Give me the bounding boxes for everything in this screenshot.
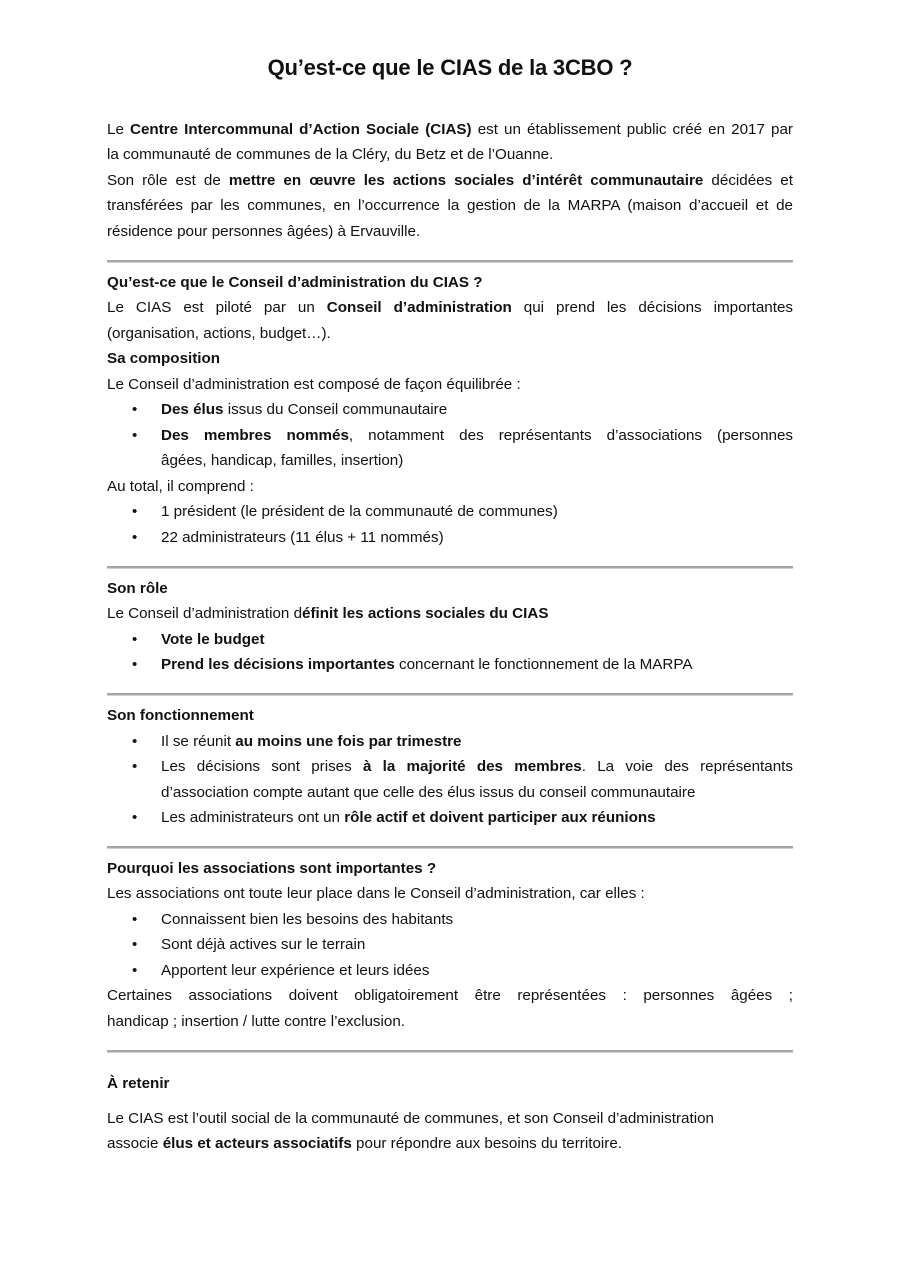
section-divider	[107, 846, 793, 849]
list-item: Apportent leur expérience et leurs idées	[161, 962, 430, 979]
list-item: Sont déjà actives sur le terrain	[161, 936, 366, 953]
intro-line-5: résidence pour personnes âgées) à Ervauville.	[107, 223, 421, 240]
role-intro: Le Conseil d’administration définit les actions sociales du CIAS	[107, 605, 549, 622]
conseil-para-line-2: (organisation, actions, budget…).	[107, 325, 331, 342]
section-divider	[107, 1050, 793, 1053]
section-heading-role: Son rôle	[107, 580, 168, 597]
list-item: Des membres nommés, notamment des représentants d’associations (personnes	[161, 427, 793, 444]
retenir-line-1: Le CIAS est l’outil social de la communauté de communes, et son Conseil d’administration	[107, 1110, 714, 1127]
list-item: Il se réunit au moins une fois par trimestre	[161, 733, 462, 750]
list-item: Des élus issus du Conseil communautaire	[161, 401, 448, 418]
associations-intro: Les associations ont toute leur place dans le Conseil d’administration, car elles :	[107, 885, 645, 902]
page-title: Qu’est-ce que le CIAS de la 3CBO ?	[267, 55, 633, 80]
bullet-icon: •	[132, 656, 138, 673]
associations-outro-line-2: handicap ; insertion / lutte contre l’exclusion.	[107, 1013, 406, 1030]
bullet-icon: •	[132, 911, 138, 928]
section-heading-retenir: À retenir	[107, 1075, 170, 1092]
list-item-continuation: d’association compte autant que celle des élus issus du conseil communautaire	[161, 784, 696, 801]
cias-name: Centre Intercommunal d’Action Sociale (CIAS)	[129, 121, 472, 138]
bullet-icon: •	[132, 503, 138, 520]
subheading-composition: Sa composition	[107, 350, 221, 367]
intro-line-2: la communauté de communes de la Cléry, du Betz et de l’Ouanne.	[107, 146, 554, 163]
bullet-icon: •	[132, 631, 138, 648]
retenir-line-2: associe élus et acteurs associatifs pour répondre aux besoins du territoire.	[107, 1135, 622, 1152]
intro-line-4: transférées par les communes, en l’occurrence la gestion de la MARPA (maison d’accueil et de	[107, 197, 793, 214]
intro-line-1: Le Centre Intercommunal d’Action Sociale (CIAS) est un établissement public créé en 2017 par	[107, 121, 793, 138]
bullet-icon: •	[132, 758, 138, 775]
list-item: Les administrateurs ont un rôle actif et doivent participer aux réunions	[161, 809, 656, 826]
list-item: Connaissent bien les besoins des habitants	[161, 911, 454, 928]
intro-line-3: Son rôle est de mettre en œuvre les actions sociales d’intérêt communautaire décidées et	[107, 172, 793, 189]
composition-intro: Le Conseil d’administration est composé de façon équilibrée :	[107, 376, 521, 393]
section-heading-conseil: Qu’est-ce que le Conseil d’administration du CIAS ?	[107, 274, 483, 291]
list-item: Les décisions sont prises à la majorité des membres. La voie des représentants	[161, 758, 793, 775]
list-item: 1 président (le président de la communauté de communes)	[161, 503, 558, 520]
bullet-icon: •	[132, 529, 138, 546]
list-item: Prend les décisions importantes concernant le fonctionnement de la MARPA	[161, 656, 693, 673]
bullet-icon: •	[132, 962, 138, 979]
section-divider	[107, 693, 793, 696]
associations-outro-line-1: Certaines associations doivent obligatoirement être représentées : personnes âgées ;	[107, 987, 793, 1004]
bullet-icon: •	[132, 427, 138, 444]
section-divider	[107, 566, 793, 569]
bullet-icon: •	[132, 809, 138, 826]
total-intro: Au total, il comprend :	[107, 478, 254, 495]
section-heading-fonctionnement: Son fonctionnement	[107, 707, 254, 724]
section-heading-associations: Pourquoi les associations sont importantes ?	[107, 860, 437, 877]
conseil-para-line-1: Le CIAS est piloté par un Conseil d’administration qui prend les décisions importantes	[107, 299, 793, 316]
list-item: Vote le budget	[161, 631, 265, 648]
section-divider	[107, 260, 793, 263]
bullet-icon: •	[132, 401, 138, 418]
bullet-icon: •	[132, 936, 138, 953]
list-item: 22 administrateurs (11 élus + 11 nommés)	[161, 529, 444, 546]
bullet-icon: •	[132, 733, 138, 750]
list-item-continuation: âgées, handicap, familles, insertion)	[161, 452, 404, 469]
